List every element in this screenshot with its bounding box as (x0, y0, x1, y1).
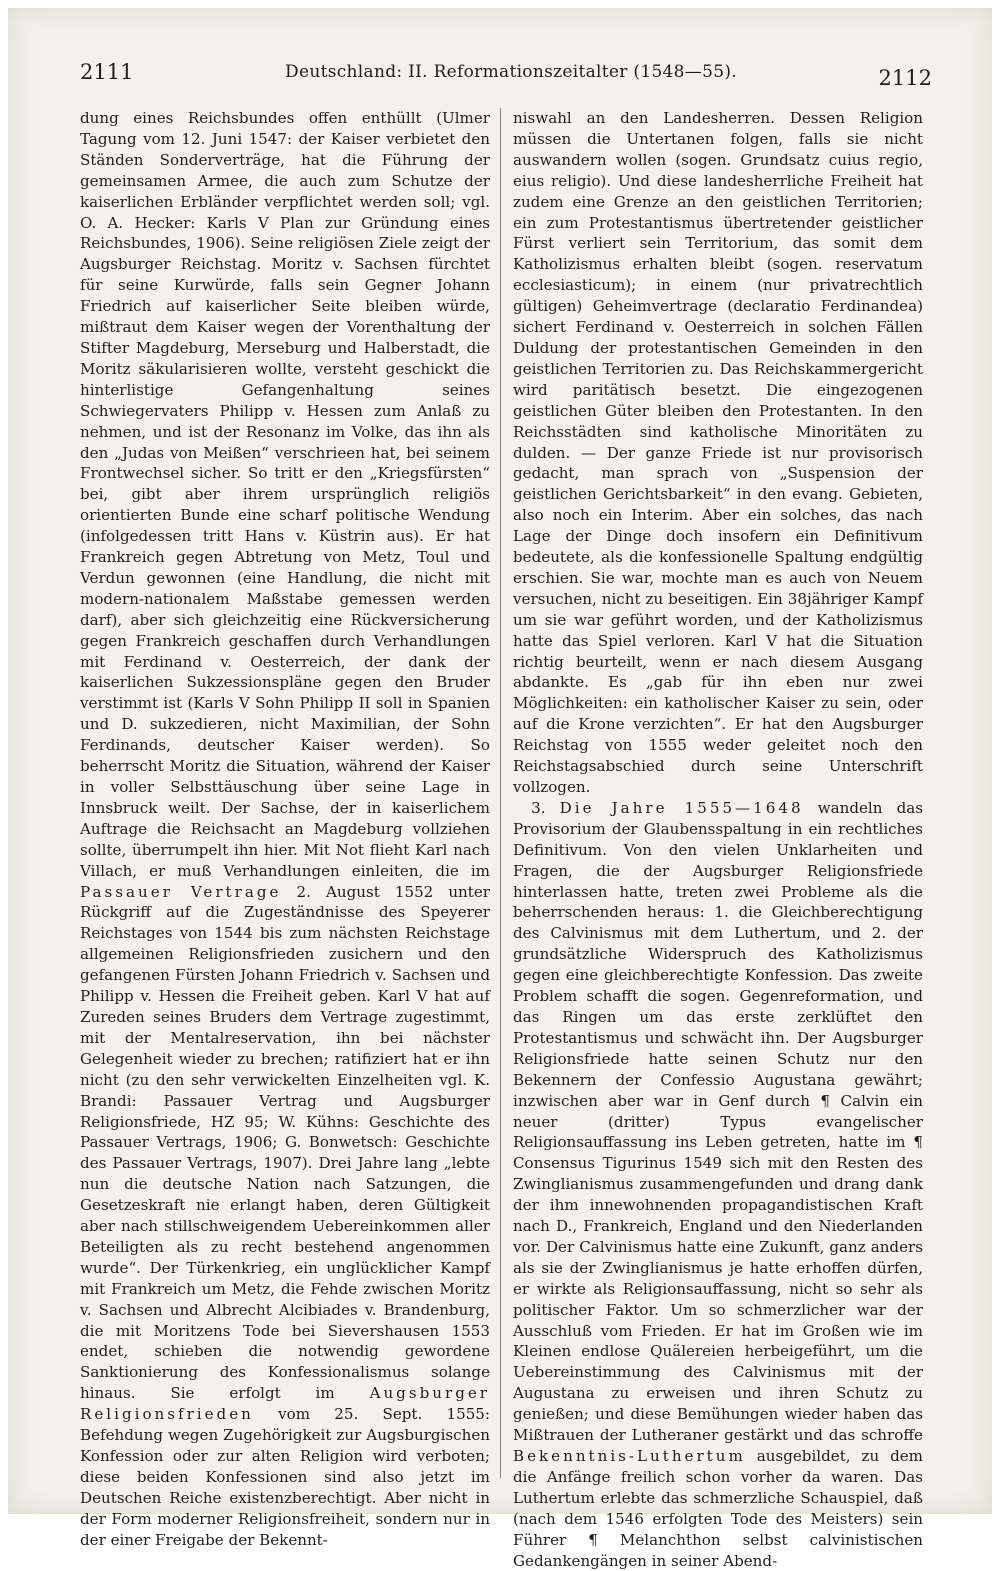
left-paragraph (80, 108, 490, 1551)
right-text-3: ausgebildet, zu dem die Anfänge freilich schon vorher da waren. Das Luthertum erlebte das schmerzliche Schauspiel, daß (nach dem 1546 erfolgten Tode des Meisters) sein Führer ¶ Melanchthon selbst calvinistischen Gedankengängen in seiner Abend- (513, 1447, 923, 1570)
left-text-2: 2. August 1552 unter Rückgriff auf die Zugeständnisse des Speyerer Reichstages von 1544 bis zum nächsten Reichstage allgemeinen Religionsfrieden zusichern und den gefangenen Fürsten Johann Friedrich v. Sachsen und Philipp v. Hessen die Freiheit geben. Karl V hat auf Zureden seines Bruders dem Vertrage zugestimmt, mit der Mentalreservation, ihn bei nächster Gelegenheit wieder zu brechen; ratifiziert hat er ihn nicht (zu den sehr verwickelten Einzelheiten vgl. K. Brandi: Passauer Vertrag und Augsburger Religionsfriede, HZ 95; W. Kühns: Geschichte des Passauer Vertrags, 1906; G. Bonwetsch: Geschichte des Passauer Vertrags, 1907). Drei Jahre lang „lebte nun die deutsche Nation nach Satzungen, die Gesetzeskraft nie erlangt haben, deren Gültigkeit aber nach stillschweigendem Uebereinkommen aller Beteiligten als zu recht bestehend angenommen wurde“. Der Türkenkrieg, ein unglücklicher Kampf mit Frankreich um Metz, die Fehde zwischen Moritz v. Sachsen und Albrecht Alcibiades v. Brandenburg, die mit Moritzens Tode bei Sievershausen 1553 endet, schieben die notwendig gewordene Sanktionierung des Konfessionalismus solange hinaus. Sie erfolgt im (80, 882, 490, 1403)
left-text-3: vom 25. Sept. 1555: Befehdung wegen Zugehörigkeit zur Augsburgischen Konfession oder zur alten Religion wird verboten; diese beiden Konfessionen sind also jetzt im Deutschen Reiche existenzberechtigt. Aber nicht in der Form moderner Religionsfreiheit, sondern nur in der einer Freigabe der Bekennt- (80, 1405, 490, 1549)
page-number-right: 2112 (878, 66, 932, 90)
right-paragraph-1: niswahl an den Landesherren. Dessen Religion müssen die Untertanen folgen, falls sie nicht auswandern wollen (sogen. Grundsatz cuius regio, eius religio). Und diese landesherrliche Freiheit hat zudem eine Grenze an den geistlichen Territorien; ein zum Protestantismus übertretender geistlicher Fürst verliert sein Territorium, das somit dem Katholizismus erhalten bleibt (sogen. reservatum ecclesiasticum); in einem (nur privatrechtlich gültigen) Geheimvertrage (declaratio Ferdinandea) sichert Ferdinand v. Oesterreich in solchen Fällen Duldung der protestantischen Gemeinden in den geistlichen Territorien zu. Das Reichskammergericht wird paritätisch besetzt. Die eingezogenen geistlichen Güter bleiben den Protestanten. In den Reichsstädten sind katholische Minoritäten zu dulden. — Der ganze Friede ist nur provisorisch gedacht, man sprach von „Suspension der geistlichen Gerichtsbarkeit“ in den evang. Gebieten, also noch ein Interim. Aber ein solches, das nach Lage der Dinge doch insofern ein Definitivum bedeutete, als die konfessionelle Spaltung endgültig erschien. Sie war, mochte man es auch von Neuem versuchen, nicht zu beseitigen. Ein 38jähriger Kampf um sie war geführt worden, und der Katholizismus hatte das Spiel verloren. Karl V hat die Situation richtig beurteilt, wenn er nach diesem Ausgang abdankte. Es „gab für ihn eben nur zwei Möglichkeiten: ein katholischer Kaiser zu sein, oder auf die Krone verzichten“. Er hat den Augsburger Reichstag von 1555 weder geleitet noch den Reichstagsabschied durch seine Unterschrift vollzogen. (513, 109, 923, 796)
book-page (8, 8, 992, 1570)
page-header (80, 56, 932, 96)
left-emphasis-religionsfrieden: Augsburger Religionsfrieden (80, 1384, 490, 1424)
left-text-1: dung eines Reichsbundes offen enthüllt (Ulmer Tagung vom 12. Juni 1547: der Kaiser verbietet den Ständen Sonderverträge, hat die Führung der gemeinsamen Armee, die auch zum Schutze der kaiserlichen Erbländer verpflichtet werden soll; vgl. O. A. Hecker: Karls V Plan zur Gründung eines Reichsbundes, 1906). Seine religiösen Ziele zeigt der Augsburger Reichstag. Moritz v. Sachsen fürchtet für seine Kurwürde, falls sein Gegner Johann Friedrich auf kaiserlicher Seite bleiben würde, mißtraut dem Kaiser wegen der Vorenthaltung der Stifter Magdeburg, Merseburg und Halberstadt, die Moritz säkularisieren wollte, versteht geschickt die hinterlistige Gefangenhaltung seines Schwiegervaters Philipp v. Hessen zum Anlaß zu nehmen, und ist der Resonanz im Volke, das ihn als den „Judas von Meißen“ verschrieen hat, bei seinem Frontwechsel sicher. So tritt er den „Kriegsfürsten“ bei, gibt aber ihrem ursprünglich religiös orientierten Bunde eine scharf politische Wendung (infolgedessen tritt Hans v. Küstrin aus). Er hat Frankreich gegen Abtretung von Metz, Toul und Verdun gewonnen (eine Handlung, die nicht mit modern-nationalem Maßstabe gemessen werden darf), aber sich gleichzeitig eine Rückversicherung gegen Frankreich geschaffen durch Verhandlungen mit Ferdinand v. Oesterreich, der dank der kaiserlichen Sukzessionspläne gegen den Bruder verstimmt ist (Karls V Sohn Philipp II soll in Spanien und D. sukzedieren, nicht Maximilian, der Sohn Ferdinands, deutscher Kaiser werden). So beherrscht Moritz die Situation, während der Kaiser in voller Selbsttäuschung über seine Lage in Innsbruck weilt. Der Sachse, der in kaiserlichem Auftrage die Reichsacht an Magdeburg vollziehen sollte, überrumpelt ihn hier. Mit Not flieht Karl nach Villach, er muß Verhandlungen einleiten, die im (80, 109, 490, 880)
column-divider (500, 108, 501, 1478)
right-column (513, 108, 923, 1570)
right-paragraph-2 (513, 798, 923, 1571)
page-number-left: 2111 (80, 60, 134, 84)
running-title: Deutschland: II. Reformationszeitalter (1548—55). (285, 62, 737, 82)
right-text-2: wandeln das Provisorium der Glaubensspaltung in ein rechtliches Definitivum. Von den vielen Unklarheiten und Fragen, die der Augsburger Religionsfriede hinterlassen hatte, treten zwei Probleme als die beherrschenden heraus: 1. die Gleichberechtigung des Calvinismus mit dem Luthertum, und 2. der grundsätzliche Widerspruch des Katholizismus gegen eine gleichberechtigte Konfession. Das zweite Problem schafft die sogen. Gegenreformation, und das Ringen um das erste zerklüftet den Protestantismus und schwächt ihn. Der Augsburger Religionsfriede hatte seinen Schutz nur den Bekennern der Confessio Augustana gewährt; inzwischen aber war in Genf durch ¶ Calvin ein neuer (dritter) Typus evangelischer Religionsauffassung ins Leben getreten, hatte im ¶ Consensus Tigurinus 1549 sich mit den Resten des Zwinglianismus zusammengefunden und drang dank der ihm innewohnenden propagandistischen Kraft nach D., Frankreich, England und den Niederlanden vor. Der Calvinismus hatte eine Zukunft, ganz anders als sie der Zwinglianismus je hatte erhoffen dürfen, er wirkte als Religionsauffassung, nicht so sehr als politischer Faktor. Um so schmerzlicher war der Ausschluß vom Frieden. Er hat im Großen wie im Kleinen endlose Quälereien herbeigeführt, um die Uebereinstimmung des Calvinismus mit der Augustana zu erweisen und ihren Schutz zu genießen; und diese Bemühungen wieder haben das Mißtrauen der Lutheraner gestärkt und das schroffe (513, 798, 923, 1445)
section-number: 3. (531, 798, 546, 817)
left-emphasis-passauer: Passauer Vertrage (80, 882, 282, 901)
right-emphasis-luthertum: Bekenntnis-Luthertum (513, 1447, 746, 1465)
left-column (80, 108, 490, 1549)
section-heading-jahre: Die Jahre 1555—1648 (559, 798, 804, 817)
